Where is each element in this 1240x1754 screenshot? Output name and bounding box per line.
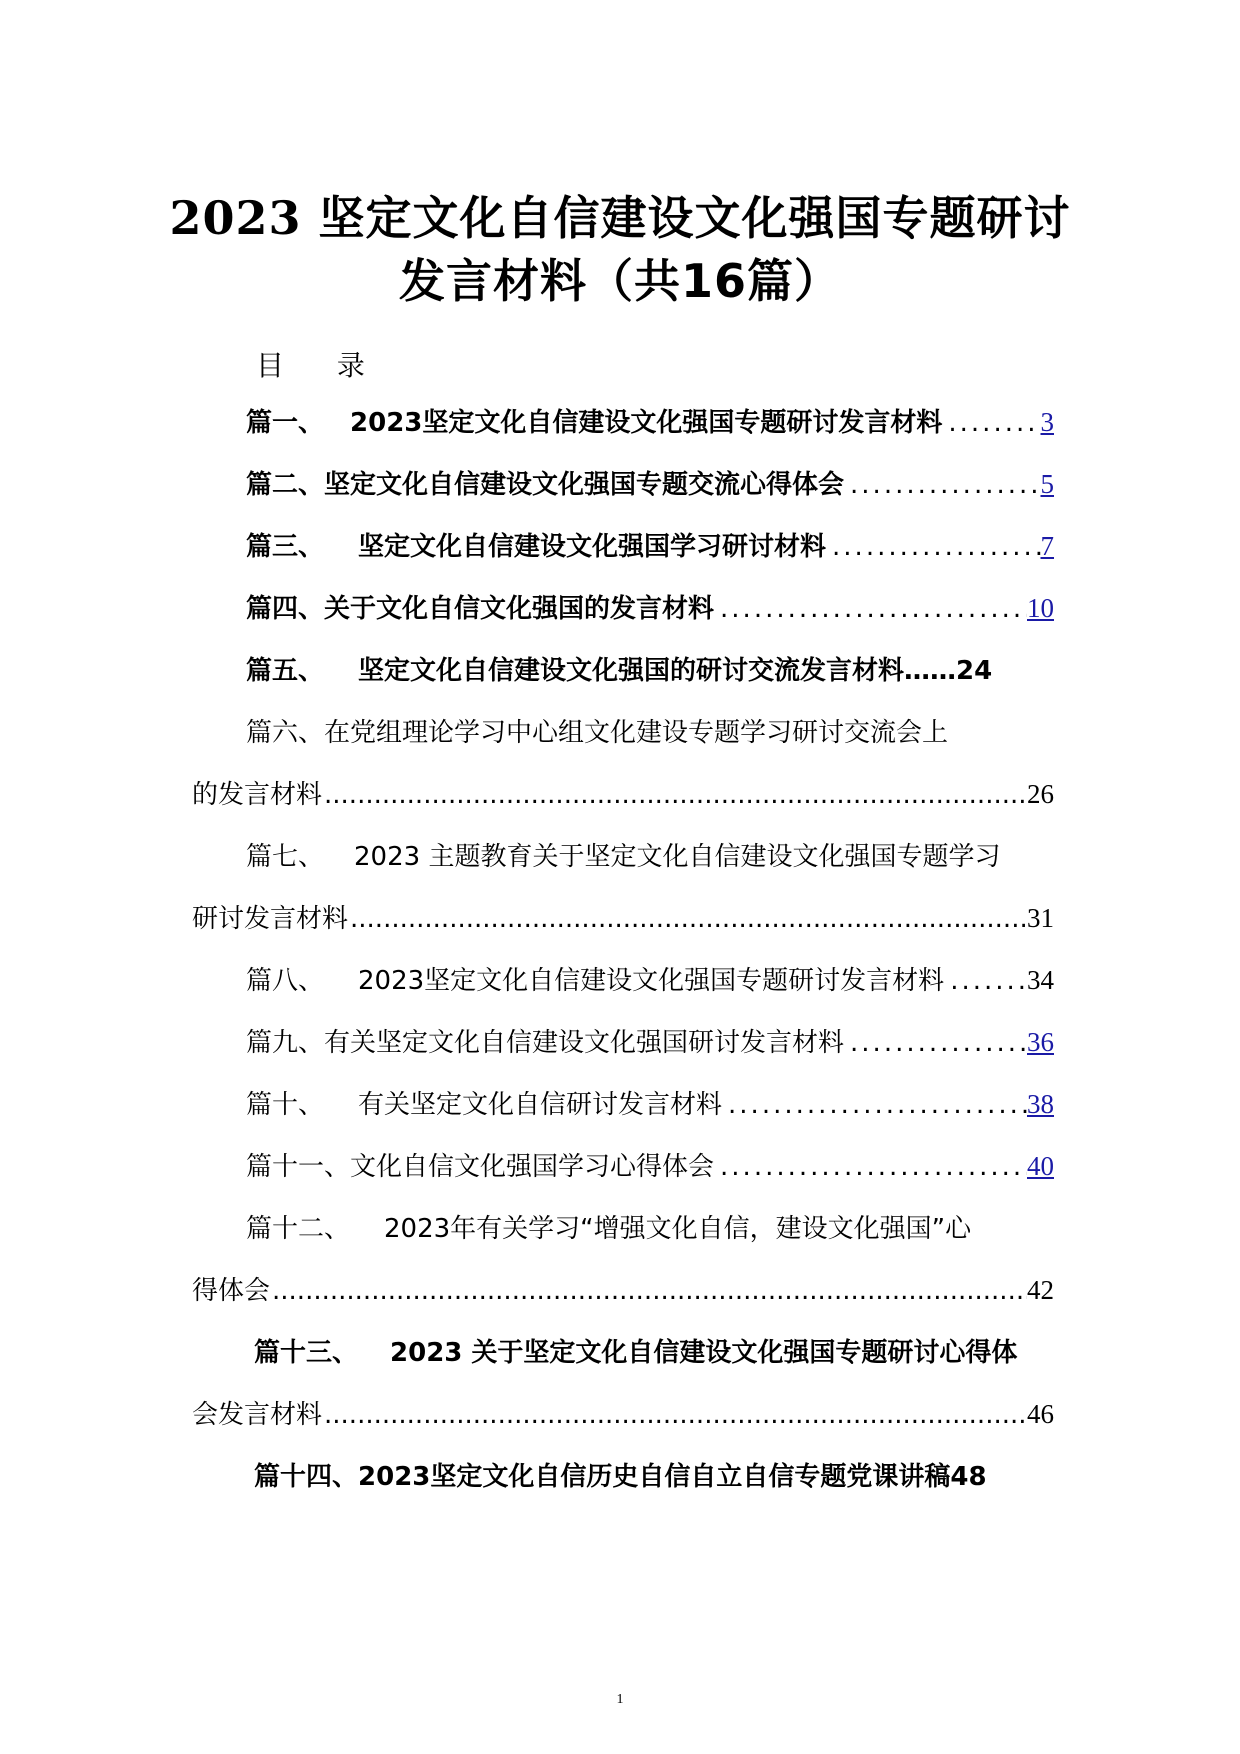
toc-page-number: 46	[1027, 1399, 1054, 1429]
toc-entry-label: 篇六、	[246, 718, 325, 748]
toc-page-link[interactable]: 5	[1040, 469, 1054, 499]
toc-entry-label: 篇二、	[246, 470, 325, 500]
toc-entry-4[interactable]	[246, 588, 1054, 628]
toc-page-number: 42	[1027, 1275, 1054, 1305]
toc-page-number: 31	[1027, 903, 1054, 933]
toc-page-link[interactable]: 40	[1027, 1151, 1054, 1181]
toc-entry-12-continued[interactable]	[192, 1270, 1054, 1310]
toc-entry-1[interactable]	[246, 402, 1054, 442]
toc-leader-dots	[826, 532, 1040, 562]
toc-entry-label: 篇一、	[246, 408, 325, 438]
toc-leader-dots	[322, 780, 1027, 810]
toc-entry-3[interactable]	[246, 526, 1054, 566]
title-year: 2023	[169, 191, 302, 245]
toc-entry-title: 有关坚定文化自信研讨发言材料	[358, 1090, 723, 1120]
toc-entry-label: 篇三、	[246, 532, 325, 562]
toc-entry-title-continued: 的发言材料	[192, 780, 323, 810]
toc-entry-6-continued[interactable]	[192, 774, 1054, 814]
toc-entry-10[interactable]	[246, 1084, 1054, 1124]
toc-entry-title-continued: 得体会	[192, 1276, 271, 1306]
toc-entry-8[interactable]	[246, 960, 1054, 1000]
toc-page-link[interactable]: 7	[1040, 531, 1054, 561]
toc-entry-title: 文化自信文化强国学习心得体会	[350, 1152, 715, 1182]
toc-entry-title: 2023年有关学习“增强文化自信，建设文化强国”心	[384, 1214, 972, 1244]
toc-page-link[interactable]: 10	[1027, 593, 1054, 623]
toc-entry-title: 2023坚定文化自信建设文化强国专题研讨发言材料	[350, 408, 943, 438]
toc-leader-dots	[844, 1028, 1027, 1058]
toc-entry-title: 2023坚定文化自信历史自信自立自信专题党课讲稿48	[358, 1462, 987, 1492]
toc-entry-2[interactable]	[246, 464, 1054, 504]
toc-entry-title: 坚定文化自信建设文化强国的研讨交流发言材料……24	[358, 656, 993, 686]
toc-entry-label: 篇八、	[246, 966, 325, 996]
toc-entry-title: 2023 关于坚定文化自信建设文化强国专题研讨心得体	[390, 1338, 1018, 1368]
toc-entry-title: 有关坚定文化自信建设文化强国研讨发言材料	[324, 1028, 845, 1058]
toc-leader-dots	[348, 904, 1027, 934]
toc-leader-dots	[714, 1152, 1027, 1182]
toc-entry-6[interactable]	[246, 712, 948, 749]
toc-entry-title: 坚定文化自信建设文化强国专题交流心得体会	[324, 470, 845, 500]
toc-entry-label: 篇十二、	[246, 1214, 351, 1244]
toc-entry-label: 篇十四、	[254, 1462, 359, 1492]
toc-entry-label: 篇四、	[246, 594, 325, 624]
toc-entry-11[interactable]	[246, 1146, 1054, 1186]
toc-entry-label: 篇十、	[246, 1090, 325, 1120]
toc-entry-7[interactable]	[246, 836, 1000, 873]
toc-entry-12[interactable]	[246, 1208, 971, 1245]
toc-entry-13[interactable]	[254, 1332, 1017, 1369]
toc-entry-label: 篇九、	[246, 1028, 325, 1058]
toc-page-link[interactable]: 36	[1027, 1027, 1054, 1057]
toc-entry-title: 2023 主题教育关于坚定文化自信建设文化强国专题学习	[354, 842, 1001, 872]
toc-entry-title-continued: 会发言材料	[192, 1400, 323, 1430]
toc-entry-title: 关于文化自信文化强国的发言材料	[324, 594, 715, 624]
toc-leader-dots	[270, 1276, 1027, 1306]
toc-page-number: 34	[1027, 965, 1054, 995]
toc-leader-dots	[844, 470, 1040, 500]
toc-entry-label: 篇十三、	[254, 1338, 359, 1368]
toc-entry-14[interactable]	[254, 1456, 987, 1493]
toc-entry-title-continued: 研讨发言材料	[192, 904, 349, 934]
toc-entry-9[interactable]	[246, 1022, 1054, 1062]
page-number-footer: 1	[616, 1692, 624, 1707]
toc-leader-dots	[322, 1400, 1027, 1430]
document-title-line-1	[0, 188, 1240, 248]
toc-entry-label: 篇七、	[246, 842, 325, 872]
toc-leader-dots	[944, 966, 1027, 996]
toc-entry-label: 篇五、	[246, 656, 325, 686]
toc-page-number: 26	[1027, 779, 1054, 809]
toc-entry-7-continued[interactable]	[192, 898, 1054, 938]
toc-entry-title: 坚定文化自信建设文化强国学习研讨材料	[358, 532, 827, 562]
toc-leader-dots	[942, 408, 1040, 438]
toc-entry-5[interactable]	[246, 650, 992, 687]
toc-entry-13-continued[interactable]	[192, 1394, 1054, 1434]
toc-page-link[interactable]: 3	[1040, 407, 1054, 437]
toc-entry-label: 篇十一、	[246, 1152, 351, 1182]
toc-entry-title: 2023坚定文化自信建设文化强国专题研讨发言材料	[358, 966, 945, 996]
toc-heading: 目 录	[256, 349, 387, 382]
toc-leader-dots	[722, 1090, 1027, 1120]
toc-page-link[interactable]: 38	[1027, 1089, 1054, 1119]
toc-leader-dots	[714, 594, 1027, 624]
title-text: 坚定文化自信建设文化强国专题研讨	[318, 191, 1071, 245]
document-title-line-2: 发言材料（共16篇）	[398, 254, 841, 308]
toc-entry-title: 在党组理论学习中心组文化建设专题学习研讨交流会上	[324, 718, 949, 748]
